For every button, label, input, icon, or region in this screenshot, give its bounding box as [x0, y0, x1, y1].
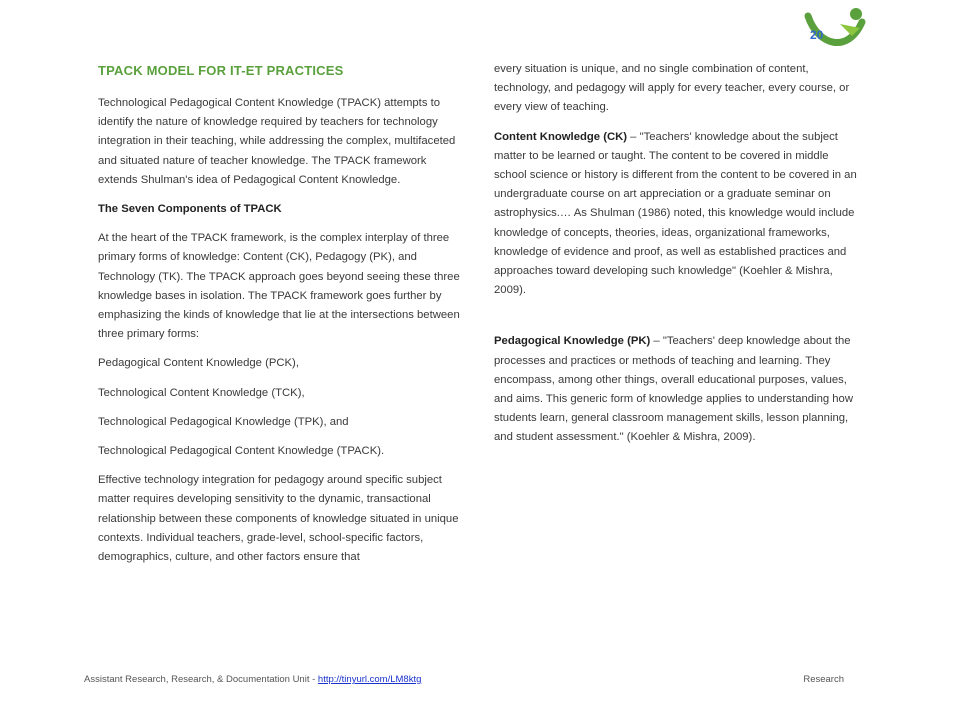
- logo-graphic: [800, 6, 872, 66]
- list-item: Technological Pedagogical Content Knowledge (TPACK).: [98, 445, 385, 458]
- list-item: Technological Pedagogical Knowledge (TPK), and: [98, 415, 349, 428]
- section-heading: The Seven Components of TPACK: [98, 203, 282, 216]
- list-item: Technological Content Knowledge (TCK),: [98, 386, 305, 399]
- footer-link[interactable]: http://tinyurl.com/LM8ktg: [317, 674, 422, 685]
- logo: [800, 6, 872, 66]
- intro-paragraph: Technological Pedagogical Content Knowledge (TPACK) attempts to identify the nature of knowledge required by teachers for technology integration in their teaching, while addressing the complex, multifaceted and situated nature of teacher knowledge. The TPACK framework extends Shulman's idea of Pedagogical Content Knowledge.: [98, 97, 456, 186]
- left-column: [98, 60, 464, 577]
- footer: [84, 674, 844, 685]
- page-title: TPACK MODEL FOR IT-ET PRACTICES: [98, 63, 344, 78]
- continued-paragraph: every situation is unique, and no single combination of content, technology, and pedagogy will apply for every teacher, every course, or every view of teaching.: [494, 63, 850, 114]
- components-paragraph: At the heart of the TPACK framework, is the complex interplay of three primary forms of knowledge: Content (CK), Pedagogy (PK), and Technology (TK). The TPACK approach goes beyond seeing these three knowledge bases in isolation. The TPACK framework goes further by emphasizing the kinds of knowledge that lie at the intersections between three primary forms:: [98, 232, 460, 341]
- ck-term: Content Knowledge (CK): [494, 130, 628, 143]
- ck-paragraph: [494, 128, 862, 301]
- pk-text: – "Teachers' deep knowledge about the processes and practices or methods of teaching and learning. They encompass, among other things, overall educational purposes, values, and aims. This generic form of knowledge applies to understanding how students learn, general classroom management skills, lesson planning, and student assessment." (Koehler & Mishra, 2009).: [494, 335, 853, 444]
- pk-paragraph: [494, 332, 862, 447]
- list-item: Pedagogical Content Knowledge (PCK),: [98, 357, 299, 370]
- ck-text: – "Teachers' knowledge about the subject matter to be learned or taught. The content to be covered in middle school science or history is different from the content to be covered in an undergraduate course on art appreciation or a graduate seminar on astrophysics.… As Shulman (1986) noted, this knowledge would include knowledge of concepts, theories, ideas, organizational frameworks, knowledge of evidence and proof, as well as established practices and approaches toward developing such knowledge" (Koehler & Mishra, 2009).: [494, 130, 857, 297]
- footer-section: Research: [803, 674, 844, 685]
- pk-term: Pedagogical Knowledge (PK): [494, 335, 651, 348]
- logo-text: 20: [810, 28, 824, 42]
- right-column: [494, 60, 862, 458]
- footer-text: Assistant Research, Research, & Documentation Unit -: [84, 674, 318, 685]
- integration-paragraph: Effective technology integration for pedagogy around specific subject matter requires developing sensitivity to the dynamic, transactional relationship between these components of knowledge situated in unique contexts. Individual teachers, grade-level, school-specific factors, demographics, culture, and other factors ensure that: [98, 474, 459, 564]
